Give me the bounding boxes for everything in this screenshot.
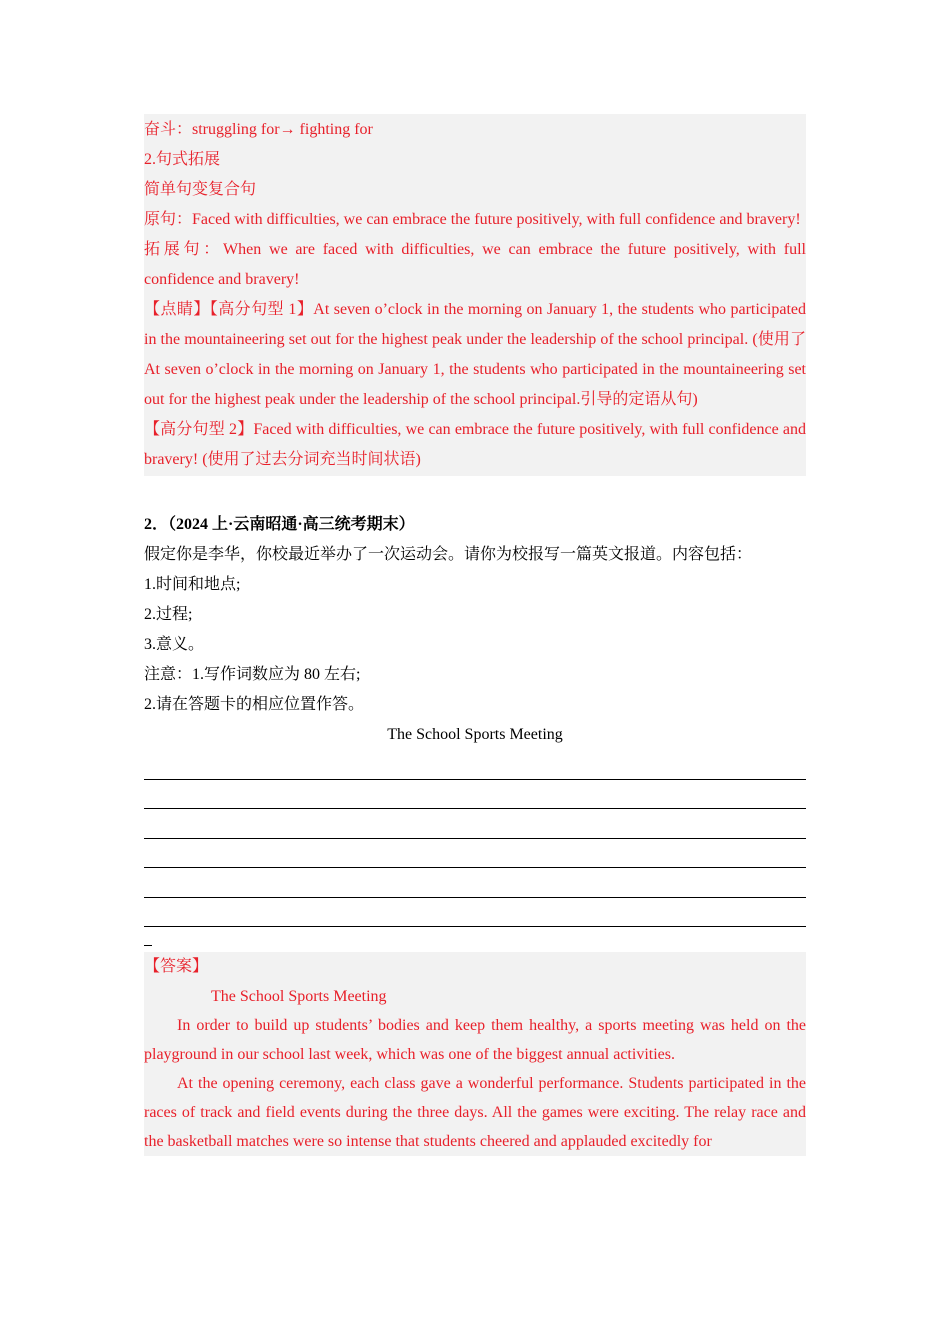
vocab-line: 奋斗：struggling for→ fighting for	[144, 121, 373, 138]
answer-lines	[144, 750, 806, 946]
question-item: 1.时间和地点;	[144, 576, 241, 593]
writing-line-end	[144, 927, 152, 946]
answer-paragraph-2: At the opening ceremony, each class gave a wonderful performance. Students participated in the races of track and field events during the three days. All the games were exciting. The relay race and the basketball matches were so intense that students cheered and applauded excitedly for	[144, 1075, 806, 1150]
question-note: 2.请在答题卡的相应位置作答。	[144, 696, 365, 713]
expanded-sentence: 拓展句：When we are faced with difficulties, we can embrace the future positively, with full confidence and bravery!	[144, 241, 806, 288]
writing-line	[144, 898, 806, 928]
writing-line	[144, 780, 806, 810]
question-item: 2.过程;	[144, 606, 193, 623]
highlight-pattern-2: 【高分句型 2】Faced with difficulties, we can embrace the future positively, with full confidence and bravery! (使用了过去分词充当时间状语)	[144, 421, 806, 468]
answer-label: 【答案】	[144, 958, 209, 975]
subsection-heading: 简单句变复合句	[144, 181, 257, 198]
question-note: 注意：1.写作词数应为 80 左右;	[144, 666, 361, 683]
writing-line	[144, 750, 806, 780]
question-header: 2．（2024 上·云南昭通·高三统考期末）	[144, 516, 415, 533]
answer-paragraph-1: In order to build up students’ bodies and keep them healthy, a sports meeting was held on the playground in our school last week, which was one of the biggest annual activities.	[144, 1017, 806, 1063]
highlight-pattern-1: 【点睛】【高分句型 1】At seven o’clock in the morning on January 1, the students who participated in the mountaineering set out for the highest peak under the leadership of the school principal. (使用了 At seven o’clock in the morning on January 1, the students who participated in the mountaineering set out for the highest peak under the leadership of the school principal.引导的定语从句)	[144, 301, 806, 408]
writing-line	[144, 839, 806, 869]
explanation-block	[144, 114, 806, 476]
document-page	[144, 114, 806, 1156]
writing-line	[144, 868, 806, 898]
section-heading: 2.句式拓展	[144, 151, 221, 168]
answer-title: The School Sports Meeting	[211, 988, 387, 1005]
original-sentence: 原句：Faced with difficulties, we can embrace the future positively, with full confidence and bravery!	[144, 211, 801, 228]
essay-title: The School Sports Meeting	[387, 726, 563, 743]
writing-line	[144, 809, 806, 839]
answer-block	[144, 952, 806, 1156]
question-item: 3.意义。	[144, 636, 205, 653]
question-prompt: 假定你是李华，你校最近举办了一次运动会。请你为校报写一篇英文报道。内容包括：	[144, 546, 753, 563]
